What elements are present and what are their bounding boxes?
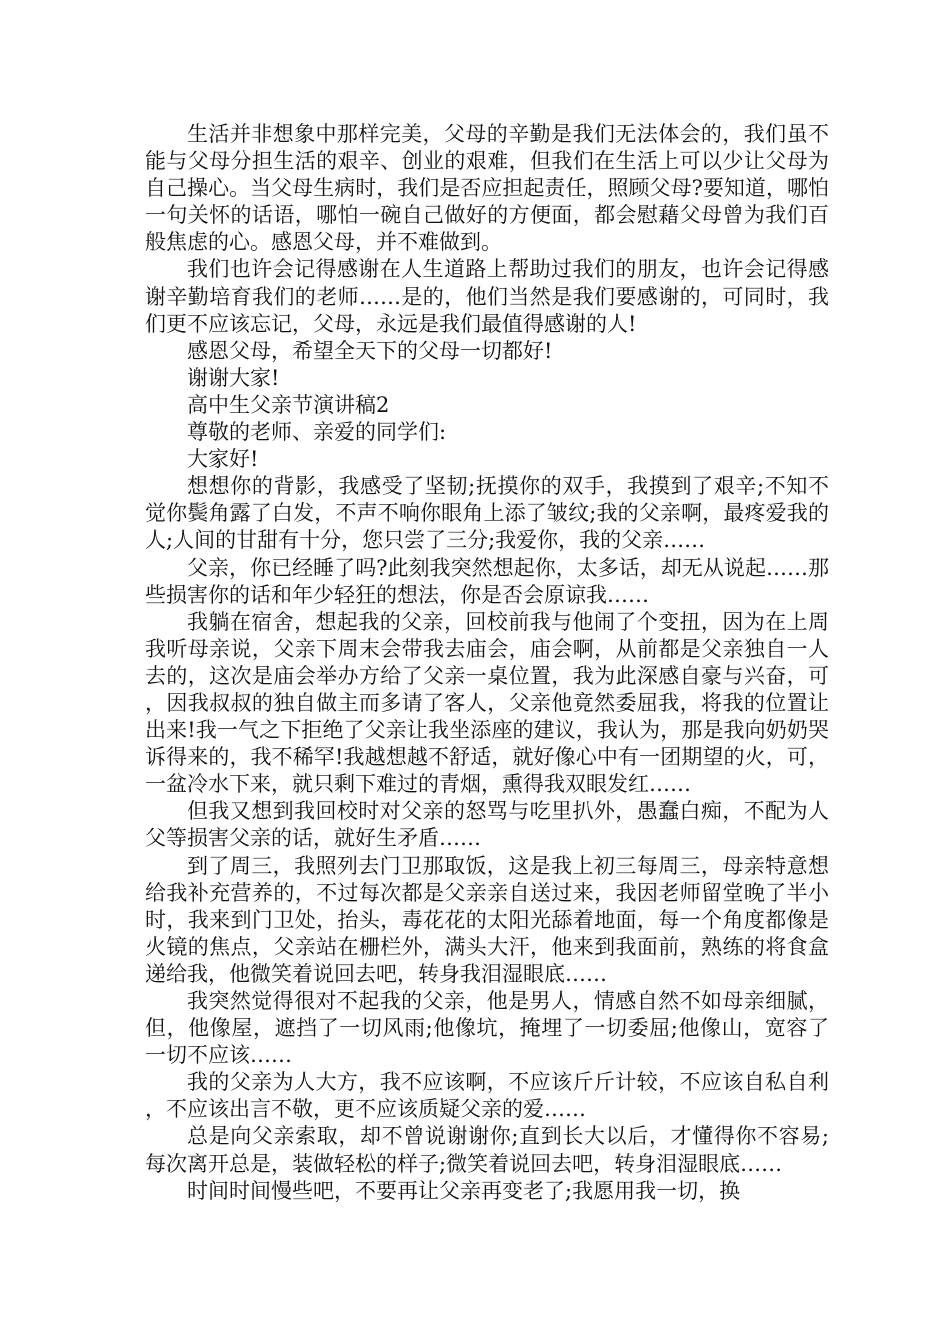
speech-title: 高中生父亲节演讲稿2 [187, 392, 390, 417]
paragraph-generous-father: 我的父亲为人大方，我不应该啊，不应该斤斤计较，不应该自私自利，不应该出言不敬，更不应该质疑父亲的爱…… [145, 1070, 829, 1122]
paragraph-gratitude-parents: 生活并非想象中那样完美，父母的辛勤是我们无法体会的，我们虽不能与父母分担生活的艰辛、创业的艰难，但我们在生活上可以少让父母为自己操心。当父母生病时，我们是否应担起责任，照顾父母?要知道，哪怕一句关怀的话语，哪怕一碗自己做好的方便面，都会慰藉父母曾为我们百般焦虑的心。感恩父母，并不难做到。 [145, 122, 829, 255]
paragraph-thank-friends-teachers: 我们也许会记得感谢在人生道路上帮助过我们的朋友，也许会记得感谢辛勤培育我们的老师……是的，他们当然是我们要感谢的，可同时，我们更不应该忘记，父母，永远是我们最值得感谢的人! [145, 257, 829, 336]
document-body [145, 121, 829, 1205]
paragraph-always-taking: 总是向父亲索取，却不曾说谢谢你;直到长大以后，才懂得你不容易;每次离开总是，装做轻松的样子;微笑着说回去吧，转身泪湿眼底…… [145, 1124, 829, 1176]
paragraph-dorm-memory: 我躺在宿舍，想起我的父亲，回校前我与他闹了个变扭，因为在上周我听母亲说，父亲下周末会带我去庙会，庙会啊，从前都是父亲独自一人去的，这次是庙会举办方给了父亲一桌位置，我为此深感自豪与兴奋，可，因我叔叔的独自做主而多请了客人，父亲他竟然委屈我，将我的位置让出来!我一气之下拒绝了父亲让我坐添座的建议，我认为，那是我向奶奶哭诉得来的，我不稀罕!我越想越不舒适，就好像心中有一团期望的火，可，一盆冷水下来，就只剩下难过的青烟，熏得我双眼发红…… [145, 609, 829, 797]
paragraph-thanks: 谢谢大家! [187, 365, 280, 390]
paragraph-father-back: 想想你的背影，我感受了坚韧;抚摸你的双手，我摸到了艰辛;不知不觉你鬓角露了白发，不声不响你眼角上添了皱纹;我的父亲啊，最疼爱我的人;人间的甘甜有十分，您只尝了三分;我爱你，我的父亲…… [145, 474, 829, 553]
paragraph-wednesday: 到了周三，我照列去门卫那取饭，这是我上初三每周三，母亲特意想给我补充营养的，不过每次都是父亲亲自送过来，我因老师留堂晚了半小时，我来到门卫处，抬头，毒花花的太阳光舔着地面，每一个角度都像是火镜的焦点，父亲站在栅栏外，满头大汗，他来到我面前，熟练的将食盒递给我，他微笑着说回去吧，转身我泪湿眼底…… [145, 853, 829, 986]
paragraph-sorry: 我突然觉得很对不起我的父亲，他是男人，情感自然不如母亲细腻，但，他像屋，遮挡了一切风雨;他像坑，掩埋了一切委屈;他像山，宽容了一切不应该…… [145, 989, 829, 1068]
paragraph-wish: 感恩父母，希望全天下的父母一切都好! [187, 338, 553, 363]
greeting: 大家好! [187, 447, 259, 472]
paragraph-father-asleep: 父亲，你已经睡了吗?此刻我突然想起你，太多话，却无从说起……那些损害你的话和年少轻狂的想法，你是否会原谅我…… [145, 555, 829, 607]
paragraph-contradiction: 但我又想到我回校时对父亲的怒骂与吃里扒外，愚蠢白痴，不配为人父等损害父亲的话，就好生矛盾…… [145, 799, 829, 851]
paragraph-time-slow: 时间时间慢些吧，不要再让父亲再变老了;我愿用我一切，换 [187, 1178, 741, 1203]
salutation: 尊敬的老师、亲爱的同学们: [187, 420, 447, 445]
